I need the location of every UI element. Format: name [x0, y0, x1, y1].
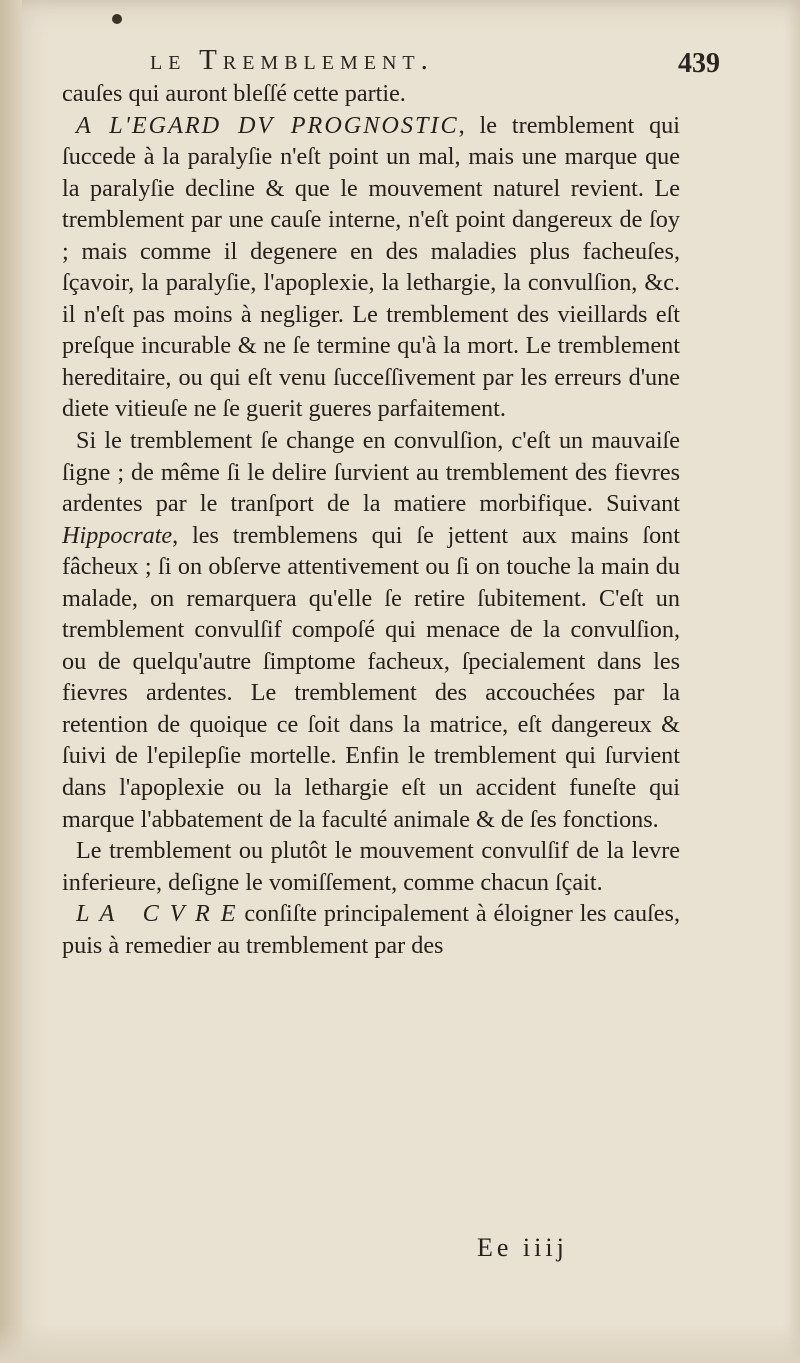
paragraph-levre	[62, 835, 680, 898]
prognostic-heading: A L'EGARD DV PROGNOSTIC	[76, 111, 459, 139]
page-bottom-fade	[0, 1323, 800, 1363]
hippocrate-name: Hippocrate	[62, 521, 173, 549]
cure-text: conſiſte principalement à éloigner les cauſes, puis à remedier au tremblement par des	[62, 900, 681, 959]
levre-text: Le tremblement ou plutôt le mouvement convulſif de la levre inferieure, deſigne le vomiſſement, comme chacun ſçait.	[62, 837, 680, 896]
page-number: 439	[678, 48, 720, 79]
paragraph-1-text: cauſes qui auront bleſſé cette partie.	[62, 80, 406, 107]
paragraph-prognostic	[62, 110, 680, 425]
prognostic-text: , le tremblement qui ſuccede à la paralyſie n'eſt point un mal, mais une marque que la paralyſie decline & que le mouvement naturel revient. Le tremblement par une cauſe interne, n'eſt point dangereux de ſoy ; mais comme il degenere en des maladies plus facheuſes, ſçavoir, la paralyſie, l'apoplexie, la lethargie, la convulſion, &c. il n'eſt pas moins à negliger. Le tremblement des vieillards eſt preſque incurable & ne ſe termine qu'à la mort. Le tremblement hereditaire, ou qui eſt venu ſucceſſivement par les erreurs d'une diete vitieuſe ne ſe guerit gueres parfaitement.	[62, 111, 680, 423]
convulsion-text-b: , les tremblemens qui ſe jettent aux mains ſont fâcheux ; ſi on obſerve attentivement ou ſi on touche la main du malade, on remarquera qu'elle ſe retire ſubitement. C'eſt un tremblement convulſif compoſé qui menace de la convulſion, ou de quelqu'autre ſimptome facheux, ſpecialement dans les fievres ardentes. Le tremblement des accouchées par la retention de quoique ce ſoit dans la matrice, eſt dangereux & ſuivi de l'epilepſie mortelle. Enfin le tremblement qui ſurvient dans l'apoplexie ou la lethargie eſt un accident funeſte qui marque l'abbatement de la faculté animale & de ſes fonctions.	[62, 521, 680, 833]
cure-heading: L A C V R E	[76, 900, 238, 928]
paragraph-convulsion	[62, 425, 680, 835]
paragraph-1	[62, 78, 680, 110]
running-title: le Tremblement.	[150, 44, 434, 76]
page-gutter-shadow	[0, 0, 22, 1363]
ink-blot	[112, 14, 122, 24]
paragraph-cure	[62, 898, 680, 961]
body-text	[62, 78, 680, 961]
signature-mark: Ee iiij	[477, 1233, 568, 1262]
convulsion-text-a: Si le tremblement ſe change en convulſion, c'eſt un mauvaiſe ſigne ; de même ſi le delire ſurvient au tremblement des fievres ardentes par le tranſport de la matiere morbifique. Suivant	[62, 427, 680, 518]
